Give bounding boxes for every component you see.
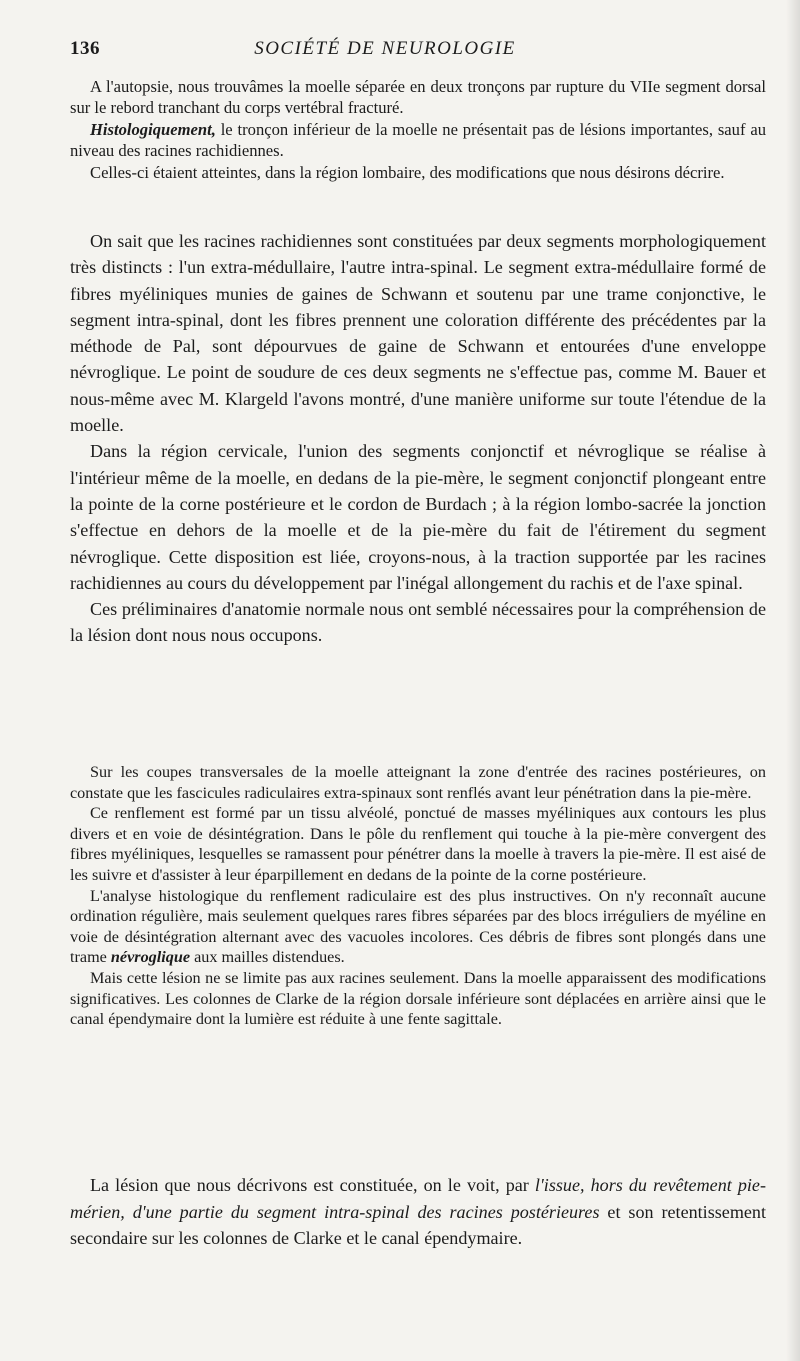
histology-lead: Histologiquement, xyxy=(90,119,216,139)
paragraph: Ce renflement est formé par un tissu alvéolé, ponctué de masses myéliniques aux contours les plus divers et en voie de désintégration. Dans le pôle du renflement qui touche à la pie-mère convergent des fibres myéliniques, lesquelles se ramassent pour pénétrer dans la moelle à travers la pie-mère. Il est aisé de les suivre et d'assister à leur éparpillement en dedans de la pointe de la corne postérieure. xyxy=(70,804,766,884)
paragraph-text: L'analyse histologique du renflement radiculaire est des plus instructives. On n'y reconnaît aucune ordination régulière, mais seulement quelques rares fibres séparées par des blocs irréguliers de myéline en voie de désintégration alternant avec des vacuoles incolores. Ces débris de fibres sont plongés dans une trame xyxy=(70,886,766,967)
paragraph: Sur les coupes transversales de la moelle atteignant la zone d'entrée des racines postérieures, on constate que les fascicules radiculaires extra-spinaux sont renflés avant leur pénétration dans la pie-mère. xyxy=(70,763,766,802)
paragraph xyxy=(70,119,766,162)
section-autopsy xyxy=(70,76,766,183)
section-anatomy xyxy=(70,228,766,649)
paragraph: A l'autopsie, nous trouvâmes la moelle séparée en deux tronçons par rupture du VIIe segment dorsal sur le rebord tranchant du corps vertébral fracturé. xyxy=(70,77,766,118)
page-number: 136 xyxy=(70,38,100,59)
paragraph: Ces préliminaires d'anatomie normale nous ont semblé nécessaires pour la compréhension de la lésion dont nous nous occupons. xyxy=(70,599,766,646)
paragraph: Mais cette lésion ne se limite pas aux racines seulement. Dans la moelle apparaissent des modifications significatives. Les colonnes de Clarke de la région dorsale inférieure sont déplacées en arrière ainsi que le canal épendymaire dont la lumière est réduite à une fente sagittale. xyxy=(70,968,766,1029)
page-header xyxy=(70,38,770,66)
emphasis-term: névroglique xyxy=(110,948,191,967)
paragraph: Dans la région cervicale, l'union des segments conjonctif et névroglique se réalise à l'intérieur même de la moelle, en dedans de la pie-mère, le segment conjonctif plongeant entre la pointe de la corne postérieure et le cordon de Burdach ; à la région lombo-sacrée la jonction s'effectue en dehors de la moelle et de la pie-mère du fait de l'étirement du segment névroglique. Cette disposition est liée, croyons-nous, à la traction supportée par les racines rachidiennes au cours du développement par l'inégal allongement du rachis et de l'axe spinal. xyxy=(70,441,766,593)
paragraph xyxy=(70,886,766,968)
paragraph: Celles-ci étaient atteintes, dans la région lombaire, des modifications que nous désirons décrire. xyxy=(90,162,725,182)
paragraph: On sait que les racines rachidiennes sont constituées par deux segments morphologiquement très distincts : l'un extra-médullaire, l'autre intra-spinal. Le segment extra-médullaire formé de fibres myéliniques munies de gaines de Schwann et soutenu par une trame conjonctive, le segment intra-spinal, dont les fibres prennent une coloration différente des précédentes par la méthode de Pal, sont dépourvues de gaine de Schwann et entourées d'une enveloppe névroglique. Le point de soudure de ces deux segments ne s'effectue pas, comme M. Bauer et nous-même avec M. Klargeld l'avons montré, d'une manière uniforme sur toute l'étendue de la moelle. xyxy=(70,231,766,436)
paragraph-text: La lésion que nous décrivons est constituée, on le voit, par xyxy=(90,1175,535,1195)
paragraph-text: et son retentissement secondaire sur les colonnes de Clarke et le canal épendymaire. xyxy=(70,1201,766,1248)
paragraph-rest: le tronçon inférieur de la moelle ne présentait pas de lésions importantes, sauf au niveau des racines rachidiennes. xyxy=(70,119,766,161)
paragraph-text: aux mailles distendues. xyxy=(190,948,345,967)
page-edge-shadow xyxy=(786,0,800,1361)
section-conclusion xyxy=(70,1172,766,1252)
running-title: SOCIÉTÉ DE NEUROLOGIE xyxy=(254,38,516,59)
paragraph xyxy=(70,1172,766,1252)
emphasis-phrase: l'issue, hors du revêtement pie-mérien, d'une partie du segment intra-spinal des racines postérieures xyxy=(70,1175,766,1222)
section-histology xyxy=(70,762,766,1030)
